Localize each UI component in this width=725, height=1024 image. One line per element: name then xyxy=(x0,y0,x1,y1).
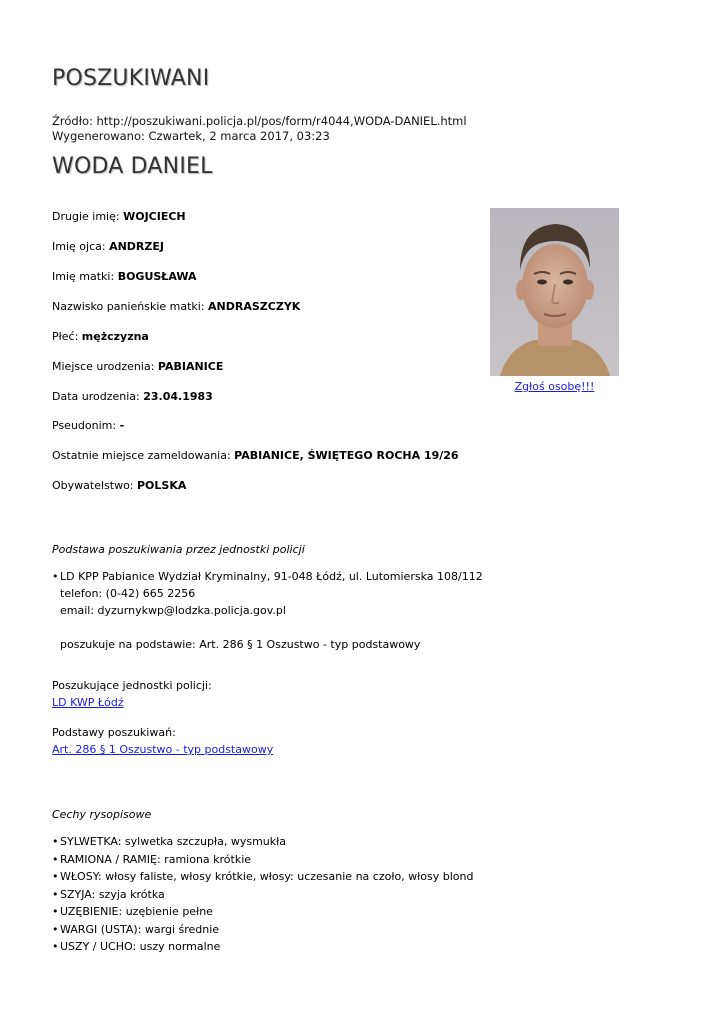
source-line: Źródło: http://poszukiwani.policja.pl/pos/form/r4044,WODA-DANIEL.html xyxy=(52,114,467,128)
unit-phone: telefon: (0-42) 665 2256 xyxy=(60,587,196,600)
units-label: Poszukujące jednostki policji: xyxy=(52,679,212,692)
page-title: POSZUKIWANI xyxy=(52,66,210,91)
field-birthdate: Data urodzenia: 23.04.1983 xyxy=(52,390,213,403)
field-birthplace: Miejsce urodzenia: PABIANICE xyxy=(52,360,224,373)
list-item: • WŁOSY: włosy faliste, włosy krótkie, włosy: uczesanie na czoło, włosy blond xyxy=(52,868,474,886)
report-person-link[interactable]: Zgłoś osobę!!! xyxy=(514,380,595,393)
unit-search-basis: poszukuje na podstawie: Art. 286 § 1 Oszustwo - typ podstawowy xyxy=(60,638,421,651)
list-item: • RAMIONA / RAMIĘ: ramiona krótkie xyxy=(52,851,474,869)
field-mother-maiden-name: Nazwisko panieńskie matki: ANDRASZCZYK xyxy=(52,300,301,313)
person-name: WODA DANIEL xyxy=(52,154,213,179)
field-citizenship: Obywatelstwo: POLSKA xyxy=(52,479,187,492)
units-link[interactable]: LD KWP Łódź xyxy=(52,696,124,709)
suspect-photo xyxy=(490,208,619,376)
traits-list xyxy=(52,833,474,956)
field-father-name: Imię ojca: ANDRZEJ xyxy=(52,240,164,253)
police-unit-item xyxy=(52,568,483,619)
unit-name: LD KPP Pabianice Wydział Kryminalny, 91-048 Łódź, ul. Lutomierska 108/112 xyxy=(60,570,483,583)
field-middle-name: Drugie imię: WOJCIECH xyxy=(52,210,186,223)
unit-email: email: dyzurnykwp@lodzka.policja.gov.pl xyxy=(60,604,286,617)
bases-link[interactable]: Art. 286 § 1 Oszustwo - typ podstawowy xyxy=(52,743,274,756)
list-item: • SYLWETKA: sylwetka szczupła, wysmukła xyxy=(52,833,474,851)
bullet-icon: • xyxy=(52,570,59,583)
field-last-address: Ostatnie miejsce zameldowania: PABIANICE, ŚWIĘTEGO ROCHA 19/26 xyxy=(52,449,459,462)
list-item: • UZĘBIENIE: uzębienie pełne xyxy=(52,903,474,921)
list-item: • WARGI (USTA): wargi średnie xyxy=(52,921,474,939)
bases-label: Podstawy poszukiwań: xyxy=(52,726,176,739)
list-item: • SZYJA: szyja krótka xyxy=(52,886,474,904)
field-nickname: Pseudonim: - xyxy=(52,419,125,432)
generated-line: Wygenerowano: Czwartek, 2 marca 2017, 03:23 xyxy=(52,129,330,143)
list-item: • USZY / UCHO: uszy normalne xyxy=(52,938,474,956)
field-mother-name: Imię matki: BOGUSŁAWA xyxy=(52,270,197,283)
field-sex: Płeć: mężczyzna xyxy=(52,330,149,343)
document-meta xyxy=(52,114,467,144)
basis-section-title: Podstawa poszukiwania przez jednostki policji xyxy=(52,543,305,556)
traits-section-title: Cechy rysopisowe xyxy=(52,808,152,821)
